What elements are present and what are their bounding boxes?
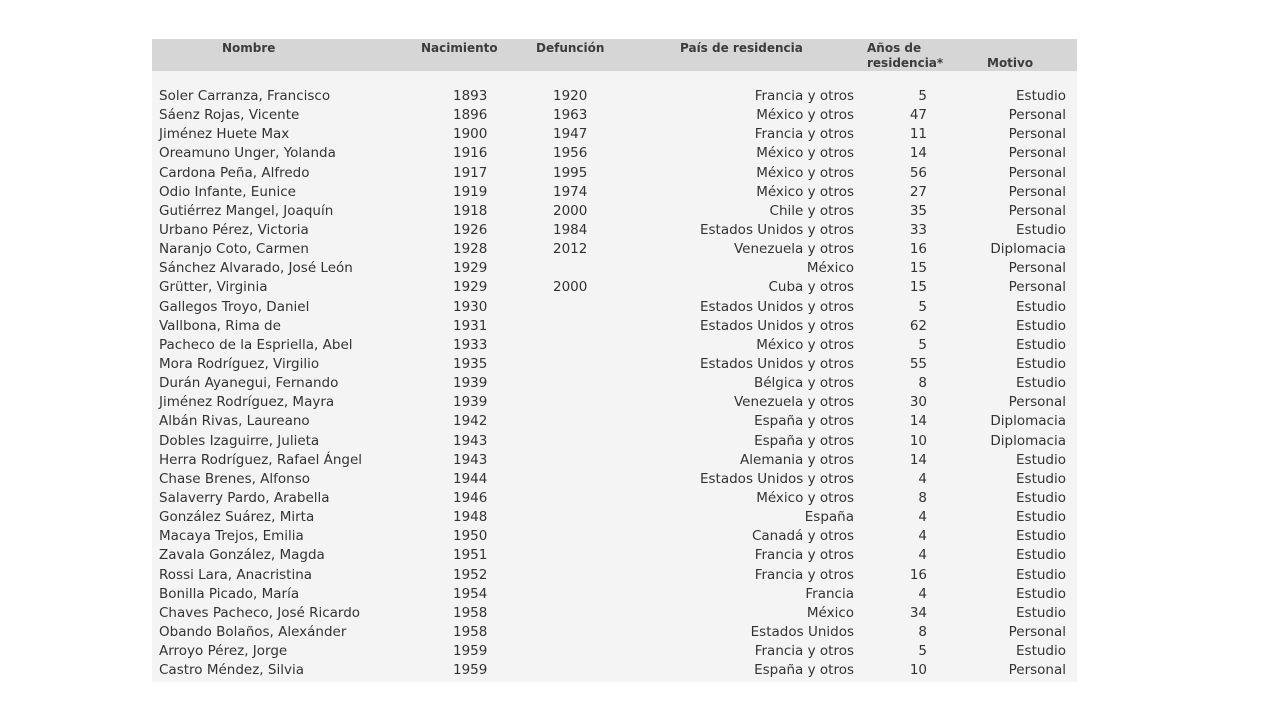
table-row [152, 489, 1077, 508]
cell-death: 2000 [553, 202, 588, 219]
cell-name: Gutiérrez Mangel, Joaquín [159, 202, 334, 219]
cell-name: Herra Rodríguez, Rafael Ángel [159, 451, 363, 468]
cell-birth: 1930 [453, 298, 488, 315]
cell-motive: Estudio [1016, 298, 1066, 315]
table-row [152, 355, 1077, 374]
cell-years: 14 [909, 145, 927, 162]
cell-motive: Estudio [1016, 221, 1066, 238]
cell-motive: Personal [1008, 126, 1066, 143]
header-years-line2: residencia* [867, 56, 944, 70]
cell-birth: 1954 [453, 585, 488, 602]
cell-name: Soler Carranza, Francisco [159, 88, 331, 104]
cell-motive: Personal [1008, 202, 1066, 219]
table-row [152, 623, 1077, 642]
cell-years: 15 [909, 279, 927, 296]
header-motive: Motivo [987, 56, 1034, 70]
cell-death: 1995 [553, 164, 588, 181]
cell-name: Obando Bolaños, Alexánder [159, 623, 347, 640]
table-row [152, 336, 1077, 355]
cell-years: 16 [909, 566, 927, 583]
cell-birth: 1958 [453, 604, 488, 621]
table-row [152, 585, 1077, 604]
table-row [152, 125, 1077, 144]
cell-country: Estados Unidos y otros [699, 298, 854, 315]
cell-country: Alemania y otros [740, 451, 854, 468]
table-row [152, 183, 1077, 202]
cell-name: Mora Rodríguez, Virgilio [159, 355, 320, 372]
cell-name: Cardona Peña, Alfredo [159, 164, 310, 181]
cell-birth: 1952 [453, 566, 488, 583]
cell-country: México y otros [756, 145, 854, 162]
cell-country: México [806, 604, 854, 621]
table-row [152, 202, 1077, 221]
cell-motive: Diplomacia [990, 413, 1066, 430]
cell-country: México y otros [756, 336, 854, 353]
cell-years: 10 [909, 432, 927, 449]
cell-birth: 1918 [453, 202, 488, 219]
cell-country: España y otros [754, 662, 854, 679]
cell-years: 33 [909, 221, 927, 238]
cell-name: Chase Brenes, Alfonso [159, 470, 311, 487]
cell-country: México y otros [756, 183, 854, 200]
table-row [152, 661, 1077, 680]
cell-birth: 1900 [453, 126, 488, 143]
cell-name: Arroyo Pérez, Jorge [159, 643, 288, 660]
cell-name: Oreamuno Unger, Yolanda [159, 145, 336, 162]
cell-birth: 1946 [453, 489, 488, 506]
cell-name: Vallbona, Rima de [159, 317, 281, 334]
table-header [152, 39, 1077, 71]
cell-country: Venezuela y otros [734, 241, 854, 258]
table-row [152, 106, 1077, 125]
cell-years: 5 [918, 643, 927, 660]
cell-years: 5 [918, 336, 927, 353]
table-row [152, 221, 1077, 240]
cell-motive: Estudio [1016, 643, 1066, 660]
cell-birth: 1933 [453, 336, 488, 353]
table-row [152, 412, 1077, 431]
cell-name: Salaverry Pardo, Arabella [159, 489, 330, 506]
cell-birth: 1896 [453, 107, 488, 124]
table-row [152, 393, 1077, 412]
cell-name: Jiménez Huete Max [159, 126, 290, 143]
cell-country: Estados Unidos y otros [699, 355, 854, 372]
table-row [152, 546, 1077, 565]
cell-motive: Estudio [1016, 489, 1066, 506]
cell-motive: Estudio [1016, 355, 1066, 372]
cell-years: 8 [918, 489, 927, 506]
cell-country: México y otros [756, 164, 854, 181]
cell-country: Chile y otros [769, 202, 854, 219]
cell-name: Dobles Izaguirre, Julieta [159, 432, 320, 449]
cell-name: Jiménez Rodríguez, Mayra [159, 394, 335, 411]
cell-name: Bonilla Picado, María [159, 585, 300, 602]
cell-country: Francia y otros [754, 547, 854, 564]
cell-country: Estados Unidos y otros [699, 221, 854, 238]
cell-name: Sánchez Alvarado, José León [159, 260, 353, 277]
cell-motive: Estudio [1016, 528, 1066, 545]
table-row [152, 317, 1077, 336]
cell-years: 14 [909, 413, 927, 430]
cell-birth: 1951 [453, 547, 488, 564]
cell-birth: 1935 [453, 355, 488, 372]
cell-birth: 1939 [453, 375, 488, 392]
table-row [152, 259, 1077, 278]
table-body [152, 87, 1077, 680]
table-row [152, 527, 1077, 546]
cell-years: 47 [909, 107, 927, 124]
cell-birth: 1929 [453, 260, 488, 277]
cell-name: Grütter, Virginia [159, 279, 268, 296]
cell-country: Estados Unidos [750, 623, 854, 640]
table-row [152, 566, 1077, 585]
cell-birth: 1939 [453, 394, 488, 411]
cell-years: 11 [909, 126, 927, 143]
header-name: Nombre [222, 41, 276, 55]
cell-death: 1956 [553, 145, 588, 162]
cell-years: 4 [918, 509, 927, 526]
cell-country: Estados Unidos y otros [699, 317, 854, 334]
cell-country: Francia y otros [754, 126, 854, 143]
cell-years: 15 [909, 260, 927, 277]
cell-motive: Estudio [1016, 470, 1066, 487]
header-birth: Nacimiento [421, 41, 498, 55]
cell-motive: Personal [1008, 623, 1066, 640]
table-row [152, 144, 1077, 163]
table-row [152, 87, 1077, 106]
cell-death: 1947 [553, 126, 588, 143]
cell-country: España [804, 509, 854, 526]
cell-birth: 1948 [453, 509, 488, 526]
cell-country: Francia [805, 585, 854, 602]
cell-motive: Estudio [1016, 509, 1066, 526]
table-row [152, 508, 1077, 527]
cell-motive: Diplomacia [990, 241, 1066, 258]
cell-years: 35 [909, 202, 927, 219]
cell-years: 4 [918, 470, 927, 487]
cell-motive: Personal [1008, 279, 1066, 296]
cell-motive: Personal [1008, 107, 1066, 124]
cell-country: Estados Unidos y otros [699, 470, 854, 487]
cell-name: González Suárez, Mirta [159, 509, 315, 526]
cell-country: Venezuela y otros [734, 394, 854, 411]
cell-birth: 1917 [453, 164, 488, 181]
cell-death: 2000 [553, 279, 588, 296]
table-row [152, 470, 1077, 489]
cell-birth: 1950 [453, 528, 488, 545]
cell-name: Albán Rivas, Laureano [159, 413, 310, 430]
cell-motive: Diplomacia [990, 432, 1066, 449]
cell-years: 4 [918, 528, 927, 545]
cell-name: Urbano Pérez, Victoria [159, 221, 309, 238]
table-row [152, 164, 1077, 183]
cell-years: 14 [909, 451, 927, 468]
cell-death: 1920 [553, 88, 588, 104]
cell-birth: 1928 [453, 241, 488, 258]
cell-motive: Estudio [1016, 317, 1066, 334]
table-row [152, 642, 1077, 661]
cell-years: 62 [909, 317, 927, 334]
cell-name: Odio Infante, Eunice [159, 183, 296, 200]
table-row [152, 374, 1077, 393]
cell-country: Canadá y otros [751, 528, 854, 545]
cell-birth: 1943 [453, 451, 488, 468]
cell-years: 56 [909, 164, 927, 181]
cell-country: Cuba y otros [768, 279, 854, 296]
cell-years: 8 [918, 623, 927, 640]
cell-years: 30 [909, 394, 927, 411]
cell-birth: 1893 [453, 88, 488, 104]
cell-birth: 1944 [453, 470, 488, 487]
cell-country: México [806, 260, 854, 277]
cell-country: Francia y otros [754, 643, 854, 660]
table-row [152, 432, 1077, 451]
cell-motive: Personal [1008, 183, 1066, 200]
cell-motive: Estudio [1016, 336, 1066, 353]
cell-name: Naranjo Coto, Carmen [159, 241, 309, 258]
cell-birth: 1931 [453, 317, 488, 334]
cell-years: 8 [918, 375, 927, 392]
cell-motive: Personal [1008, 260, 1066, 277]
cell-birth: 1958 [453, 623, 488, 640]
cell-birth: 1926 [453, 221, 488, 238]
cell-name: Rossi Lara, Anacristina [159, 566, 313, 583]
header-years-line1: Años de [867, 41, 922, 55]
cell-country: España y otros [754, 413, 854, 430]
cell-country: México y otros [756, 489, 854, 506]
cell-motive: Personal [1008, 164, 1066, 181]
cell-years: 10 [909, 662, 927, 679]
table-row [152, 240, 1077, 259]
cell-motive: Estudio [1016, 375, 1066, 392]
cell-name: Pacheco de la Espriella, Abel [159, 336, 353, 353]
cell-years: 4 [918, 547, 927, 564]
cell-birth: 1916 [453, 145, 488, 162]
cell-death: 1974 [553, 183, 588, 200]
cell-years: 27 [909, 183, 927, 200]
cell-country: Francia y otros [754, 566, 854, 583]
cell-years: 55 [909, 355, 927, 372]
cell-years: 5 [918, 88, 927, 104]
table-row [152, 604, 1077, 623]
cell-name: Gallegos Troyo, Daniel [159, 298, 310, 315]
cell-birth: 1929 [453, 279, 488, 296]
cell-motive: Estudio [1016, 566, 1066, 583]
cell-country: Bélgica y otros [753, 375, 854, 392]
cell-years: 16 [909, 241, 927, 258]
cell-name: Zavala González, Magda [159, 547, 325, 564]
cell-birth: 1942 [453, 413, 488, 430]
cell-birth: 1919 [453, 183, 488, 200]
writers-table [152, 39, 1077, 682]
cell-years: 5 [918, 298, 927, 315]
cell-name: Castro Méndez, Silvia [159, 662, 304, 679]
cell-motive: Personal [1008, 145, 1066, 162]
cell-birth: 1959 [453, 643, 488, 660]
cell-name: Macaya Trejos, Emilia [159, 528, 304, 545]
cell-years: 4 [918, 585, 927, 602]
cell-country: Francia y otros [754, 88, 854, 104]
cell-motive: Estudio [1016, 547, 1066, 564]
cell-death: 1984 [553, 221, 588, 238]
table-row [152, 278, 1077, 297]
cell-motive: Estudio [1016, 585, 1066, 602]
cell-motive: Personal [1008, 662, 1066, 679]
cell-birth: 1959 [453, 662, 488, 679]
table-row [152, 451, 1077, 470]
cell-country: España y otros [754, 432, 854, 449]
cell-death: 2012 [553, 241, 588, 258]
header-country: País de residencia [680, 41, 803, 55]
cell-motive: Estudio [1016, 88, 1066, 104]
cell-years: 34 [909, 604, 927, 621]
cell-country: México y otros [756, 107, 854, 124]
cell-motive: Estudio [1016, 604, 1066, 621]
cell-motive: Personal [1008, 394, 1066, 411]
cell-name: Chaves Pacheco, José Ricardo [159, 604, 361, 621]
table-row [152, 298, 1077, 317]
cell-motive: Estudio [1016, 451, 1066, 468]
cell-name: Durán Ayanegui, Fernando [159, 375, 339, 392]
cell-death: 1963 [553, 107, 588, 124]
cell-birth: 1943 [453, 432, 488, 449]
header-death: Defunción [536, 41, 605, 55]
cell-name: Sáenz Rojas, Vicente [159, 107, 300, 124]
